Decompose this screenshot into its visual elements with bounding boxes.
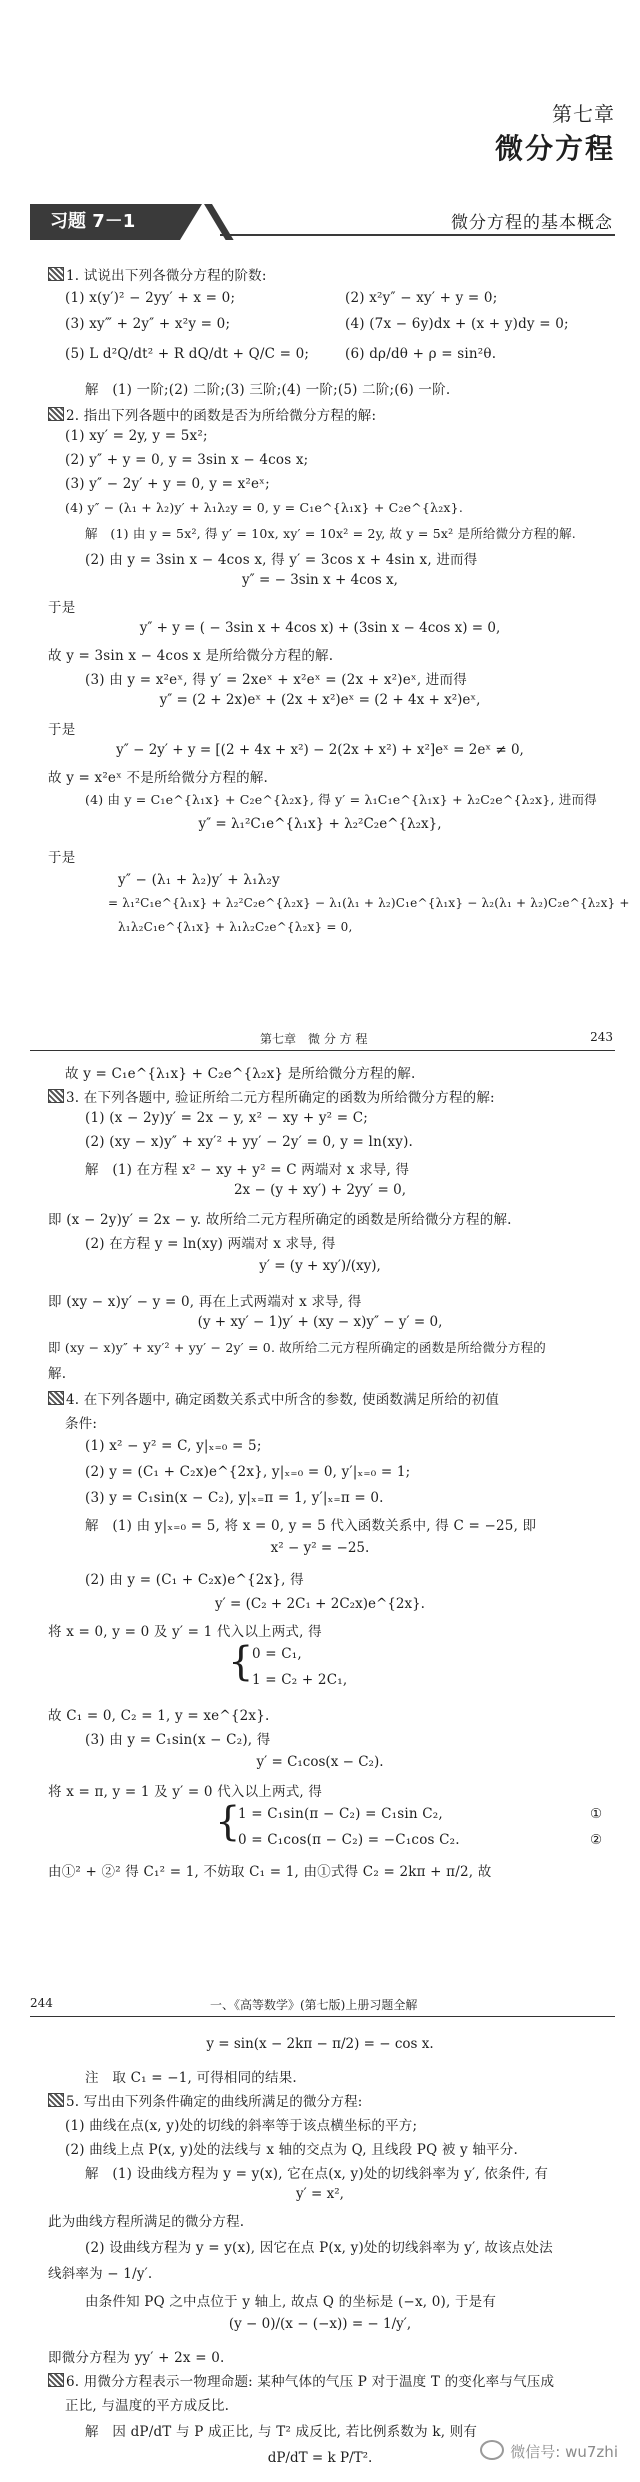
problem-icon [48,1391,64,1405]
text-line: 正比, 与温度的平方成反比. [65,2398,230,2414]
equation: y″ − 2y′ + y = [(2 + 4x + x²) − 2(2x + x²) + x²]eˣ = 2eˣ ≠ 0, [116,742,524,758]
text-line: 解. [48,1366,67,1382]
equation: 0 = C₁cos(π − C₂) = −C₁cos C₂. [238,1832,460,1848]
text-line: (5) L d²Q/dt² + R dQ/dt + Q/C = 0; [65,346,310,362]
text-line: 即 (xy − x)y″ + xy′² + yy′ − 2y′ = 0. 故所给二元方程所确定的函数是所给微分方程的 [48,1340,546,1355]
equation: λ₁λ₂C₁e^{λ₁x} + λ₁λ₂C₂e^{λ₂x} = 0, [118,920,353,934]
equation: 2x − (y + xy′) + 2yy′ = 0, [233,1182,407,1198]
problem-icon [48,1089,64,1103]
text-line: (2) 由 y = 3sin x − 4cos x, 得 y′ = 3cos x + 4sin x, 进而得 [85,552,478,568]
equation: y = sin(x − 2kπ − π/2) = − cos x. [206,2036,434,2052]
text-line: (6) dρ/dθ + ρ = sin²θ. [345,346,497,362]
equation: x² − y² = −25. [270,1540,370,1556]
text-line: 此为曲线方程所满足的微分方程. [48,2214,245,2230]
problem-2-heading: 2. 指出下列各题中的函数是否为所给微分方程的解: [48,404,376,424]
exercise-band [30,204,615,240]
text-line: (3) 由 y = x²eˣ, 得 y′ = 2xeˣ + x²eˣ = (2x + x²)eˣ, 进而得 [85,672,467,688]
header-rule [30,2016,615,2017]
problem-icon [48,2093,64,2107]
text-line: 解 (1) 设曲线方程为 y = y(x), 它在点(x, y)处的切线斜率为 y′, 依条件, 有 [85,2166,549,2182]
equation-tag: ① [590,1806,603,1822]
problem-1-heading: 1. 试说出下列各微分方程的阶数: [48,264,267,284]
equation: y′ = (y + xy′)/(xy), [259,1258,381,1274]
text-line: 注 取 C₁ = −1, 可得相同的结果. [85,2070,297,2086]
text-line: 于是 [48,722,76,738]
text-line: 即 (x − 2y)y′ = 2x − y. 故所给二元方程所确定的函数是所给微分方程的解. [48,1212,512,1228]
text-line: 由①² + ②² 得 C₁² = 1, 不妨取 C₁ = 1, 由①式得 C₂ = 2kπ + π/2, 故 [48,1864,492,1880]
text-line: (2) 设曲线方程为 y = y(x), 因它在点 P(x, y)处的切线斜率为 y′, 故该点处法 [85,2240,553,2256]
text-line: 将 x = π, y = 1 及 y′ = 0 代入以上两式, 得 [48,1784,323,1800]
text-line: (1) 曲线在点(x, y)处的切线的斜率等于该点横坐标的平方; [65,2118,418,2134]
text-line: 故 y = C₁e^{λ₁x} + C₂e^{λ₂x} 是所给微分方程的解. [65,1066,416,1082]
equation: y″ − (λ₁ + λ₂)y′ + λ₁λ₂y [118,872,280,888]
running-head-text: 一、《高等数学》(第七版)上册习题全解 [210,1998,418,2012]
text-line: (4) y″ − (λ₁ + λ₂)y′ + λ₁λ₂y = 0, y = C₁e^{λ₁x} + C₂e^{λ₂x}. [65,500,463,515]
section-title: 微分方程的基本概念 [451,213,613,233]
text-line: (2) x²y″ − xy′ + y = 0; [345,290,498,306]
exercise-label: 习题 7－1 [30,204,180,240]
text-line: (3) xy‴ + 2y″ + x²y = 0; [65,316,231,332]
text-line: 条件: [65,1416,98,1432]
equation: 0 = C₁, [252,1646,302,1662]
text-line: 故 y = x²eˣ 不是所给微分方程的解. [48,770,269,786]
text-line: 于是 [48,850,76,866]
text-line: (1) x(y′)² − 2yy′ + x = 0; [65,290,236,306]
equation: y′ = C₁cos(x − C₂). [256,1754,384,1770]
equation: y″ = (2 + 2x)eˣ + (2x + x²)eˣ = (2 + 4x + x²)eˣ, [159,692,481,708]
text-line: 故 y = 3sin x − 4cos x 是所给微分方程的解. [48,648,334,664]
text-line: (1) (x − 2y)y′ = 2x − y, x² − xy + y² = C; [85,1110,369,1126]
text-line: (3) y″ − 2y′ + y = 0, y = x²eˣ; [65,476,270,492]
text-line: (1) x² − y² = C, y|ₓ₌₀ = 5; [85,1438,262,1454]
band-rule [220,234,615,236]
text-line: (2) 在方程 y = ln(xy) 两端对 x 求导, 得 [85,1236,336,1252]
equation: (y + xy′ − 1)y′ + (xy − x)y″ − y′ = 0, [197,1314,443,1330]
equation: 1 = C₁sin(π − C₂) = C₁sin C₂, [238,1806,443,1822]
text-line: 线斜率为 − 1/y′. [48,2266,153,2282]
text-line: (3) 由 y = C₁sin(x − C₂), 得 [85,1732,271,1748]
problem-3-heading: 3. 在下列各题中, 验证所给二元方程所确定的函数为所给微分方程的解: [48,1086,495,1106]
equation: y′ = x², [296,2186,344,2202]
text-line: 于是 [48,600,76,616]
equation: y″ + y = ( − 3sin x + 4cos x) + (3sin x − 4cos x) = 0, [139,620,501,636]
text-line: 即 (xy − x)y′ − y = 0, 再在上式两端对 x 求导, 得 [48,1294,362,1310]
text-line: 解 (1) 一阶;(2) 二阶;(3) 三阶;(4) 一阶;(5) 二阶;(6) 一阶. [85,382,451,398]
chapter-label: 第七章 [552,102,615,126]
text-line: 解 (1) 在方程 x² − xy + y² = C 两端对 x 求导, 得 [85,1162,410,1178]
system-brace: { [228,1639,254,1685]
equation: 1 = C₂ + 2C₁, [252,1672,348,1688]
problem-4-heading: 4. 在下列各题中, 确定函数关系式中所含的参数, 使函数满足所给的初值 [48,1388,499,1408]
equation-tag: ② [590,1832,603,1848]
running-head [30,1030,615,1048]
text-line: (2) y″ + y = 0, y = 3sin x − 4cos x; [65,452,309,468]
running-head [30,1996,615,2014]
wechat-icon [480,2440,504,2460]
text-line: 由条件知 PQ 之中点位于 y 轴上, 故点 Q 的坐标是 (−x, 0), 于是有 [85,2294,497,2310]
problem-5-heading: 5. 写出由下列条件确定的曲线所满足的微分方程: [48,2090,363,2110]
text-line: 故 C₁ = 0, C₂ = 1, y = xe^{2x}. [48,1708,270,1724]
equation: (y − 0)/(x − (−x)) = − 1/y′, [228,2316,412,2332]
problem-icon [48,407,64,421]
text-line: (4) 由 y = C₁e^{λ₁x} + C₂e^{λ₂x}, 得 y′ = λ₁C₁e^{λ₁x} + λ₂C₂e^{λ₂x}, 进而得 [85,792,597,807]
equation: y″ = λ₁²C₁e^{λ₁x} + λ₂²C₂e^{λ₂x}, [198,816,442,832]
system-brace: { [215,1799,241,1845]
header-rule [30,1050,615,1051]
equation: y′ = (C₂ + 2C₁ + 2C₂x)e^{2x}. [215,1596,425,1612]
problem-icon [48,2373,64,2387]
band-decoration [180,204,202,240]
chapter-title: 微分方程 [494,132,615,165]
text-line: 解 (1) 由 y|ₓ₌₀ = 5, 将 x = 0, y = 5 代入函数关系中, 得 C = −25, 即 [85,1518,537,1534]
page-number: 243 [590,1030,613,1044]
text-line: (1) xy′ = 2y, y = 5x²; [65,428,208,444]
text-line: 解 因 dP/dT 与 P 成正比, 与 T² 成反比, 若比例系数为 k, 则有 [85,2424,478,2440]
watermark: 微信号: wu7zhi [480,2440,618,2462]
equation: y″ = − 3sin x + 4cos x, [242,572,398,588]
text-line: 解 (1) 由 y = 5x², 得 y′ = 10x, xy′ = 10x² = 2y, 故 y = 5x² 是所给微分方程的解. [85,526,576,541]
text-line: (2) y = (C₁ + C₂x)e^{2x}, y|ₓ₌₀ = 0, y′|ₓ₌₀ = 1; [85,1464,411,1480]
page-number: 244 [30,1996,53,2010]
text-line: 即微分方程为 yy′ + 2x = 0. [48,2350,225,2366]
text-line: (4) (7x − 6y)dx + (x + y)dy = 0; [345,316,569,332]
text-line: (3) y = C₁sin(x − C₂), y|ₓ₌π = 1, y′|ₓ₌π = 0. [85,1490,384,1506]
text-line: 将 x = 0, y = 0 及 y′ = 1 代入以上两式, 得 [48,1624,322,1640]
text-line: (2) (xy − x)y″ + xy′² + yy′ − 2y′ = 0, y = ln(xy). [85,1134,414,1150]
problem-6-heading: 6. 用微分方程表示一物理命题: 某种气体的气压 P 对于温度 T 的变化率与气压成 [48,2370,554,2390]
running-head-text: 第七章 微 分 方 程 [260,1032,368,1046]
equation: dP/dT = k P/T². [267,2450,373,2466]
equation: = λ₁²C₁e^{λ₁x} + λ₂²C₂e^{λ₂x} − λ₁(λ₁ + λ₂)C₁e^{λ₁x} − λ₂(λ₁ + λ₂)C₂e^{λ₂x} + [108,896,630,910]
problem-icon [48,267,64,281]
text-line: (2) 曲线上点 P(x, y)处的法线与 x 轴的交点为 Q, 且线段 PQ 被 y 轴平分. [65,2142,518,2158]
text-line: (2) 由 y = (C₁ + C₂x)e^{2x}, 得 [85,1572,304,1588]
